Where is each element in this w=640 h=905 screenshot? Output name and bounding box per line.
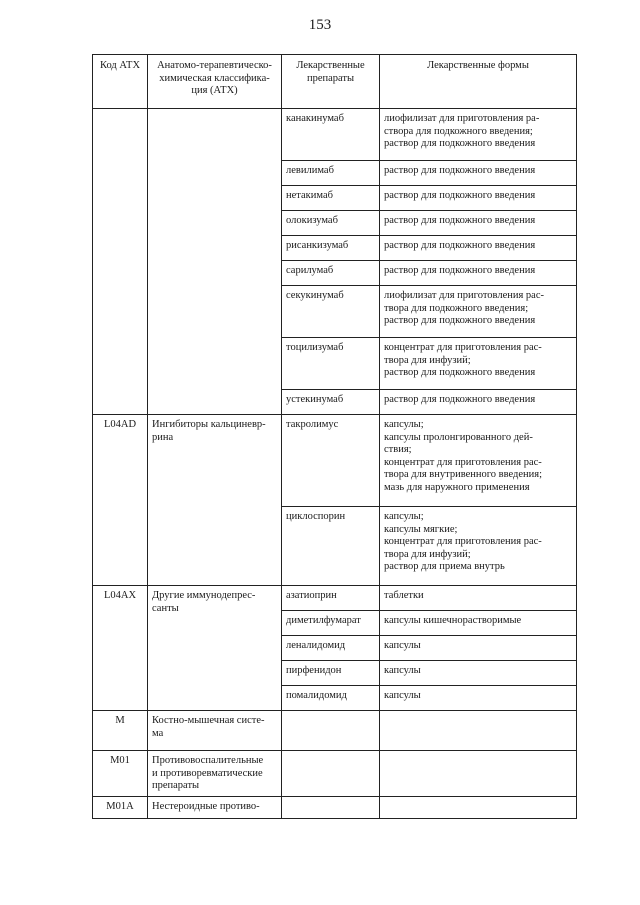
drug-name-cell: нетакимаб (282, 186, 380, 211)
table-row (93, 109, 577, 161)
table-row (93, 751, 577, 797)
dosage-forms-cell: капсулы (380, 636, 577, 661)
drug-name-cell: олокизумаб (282, 211, 380, 236)
page-number: 153 (308, 17, 332, 33)
atx-classification-cell: Другие иммунодепрес- санты (148, 586, 282, 711)
dosage-forms-cell: капсулы кишечнорастворимые (380, 611, 577, 636)
dosage-forms-cell: капсулы (380, 661, 577, 686)
atx-classification-cell (148, 109, 282, 415)
drug-name-cell: сарилумаб (282, 261, 380, 286)
dosage-forms-cell (380, 711, 577, 751)
atx-code-cell (93, 109, 148, 415)
drug-name-cell: секукинумаб (282, 286, 380, 338)
dosage-forms-cell: раствор для подкожного введения (380, 390, 577, 415)
atx-classification-cell: Нестероидные противо- (148, 796, 282, 818)
atx-code-cell: L04AX (93, 586, 148, 711)
drug-name-cell (282, 796, 380, 818)
drug-name-cell: устекинумаб (282, 390, 380, 415)
atx-code-cell: M (93, 711, 148, 751)
drug-name-cell: диметилфумарат (282, 611, 380, 636)
dosage-forms-cell (380, 751, 577, 797)
table-body (93, 109, 577, 819)
header-code: Код АТХ (93, 55, 148, 109)
atx-code-cell: L04AD (93, 415, 148, 586)
dosage-forms-cell: раствор для подкожного введения (380, 186, 577, 211)
header-forms: Лекарственные формы (380, 55, 577, 109)
atx-code-cell: M01A (93, 796, 148, 818)
dosage-forms-cell: концентрат для приготовления рас- твора для инфузий; раствор для подкожного введения (380, 338, 577, 390)
atx-code-cell: M01 (93, 751, 148, 797)
drug-name-cell: тоцилизумаб (282, 338, 380, 390)
atx-classification-cell: Противовоспалительные и противоревматические препараты (148, 751, 282, 797)
drug-name-cell: азатиоприн (282, 586, 380, 611)
dosage-forms-cell: раствор для подкожного введения (380, 161, 577, 186)
drug-name-cell: рисанкизумаб (282, 236, 380, 261)
drug-name-cell: циклоспорин (282, 507, 380, 586)
dosage-forms-cell: раствор для подкожного введения (380, 236, 577, 261)
dosage-forms-cell: капсулы (380, 686, 577, 711)
dosage-forms-cell: лиофилизат для приготовления рас- твора для подкожного введения; раствор для подкожного введения (380, 286, 577, 338)
header-drugs: Лекарственные препараты (282, 55, 380, 109)
table-header-row (93, 55, 577, 109)
table-row (93, 415, 577, 507)
dosage-forms-cell: раствор для подкожного введения (380, 261, 577, 286)
table-row (93, 711, 577, 751)
dosage-forms-cell: раствор для подкожного введения (380, 211, 577, 236)
table-row (93, 586, 577, 611)
table-row (93, 796, 577, 818)
drug-name-cell: леналидомид (282, 636, 380, 661)
drug-name-cell: помалидомид (282, 686, 380, 711)
dosage-forms-cell: капсулы; капсулы мягкие; концентрат для приготовления рас- твора для инфузий; раствор для приема внутрь (380, 507, 577, 586)
drug-name-cell: пирфенидон (282, 661, 380, 686)
dosage-forms-cell (380, 796, 577, 818)
drug-name-cell (282, 751, 380, 797)
atx-classification-cell: Ингибиторы кальциневр- рина (148, 415, 282, 586)
atx-classification-cell: Костно-мышечная систе- ма (148, 711, 282, 751)
drug-name-cell: такролимус (282, 415, 380, 507)
dosage-forms-cell: лиофилизат для приготовления ра- створа для подкожного введения; раствор для подкожного введения (380, 109, 577, 161)
drug-name-cell: канакинумаб (282, 109, 380, 161)
dosage-forms-cell: капсулы; капсулы пролонгированного дей- ствия; концентрат для приготовления рас- твора для внутривенного введения; мазь для наружного применения (380, 415, 577, 507)
dosage-forms-cell: таблетки (380, 586, 577, 611)
header-classification: Анатомо-терапевтическо- химическая классифика- ция (АТХ) (148, 55, 282, 109)
drug-name-cell (282, 711, 380, 751)
drug-name-cell: левилимаб (282, 161, 380, 186)
atx-table (92, 54, 577, 819)
